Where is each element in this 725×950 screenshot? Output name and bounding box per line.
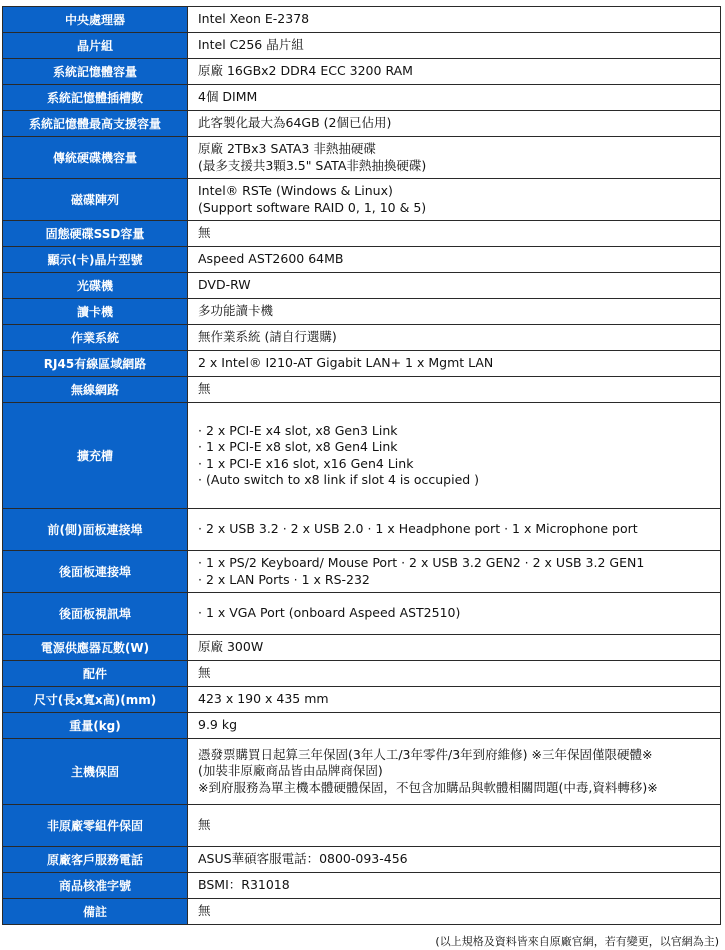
spec-value: [188, 635, 721, 661]
spec-value: [188, 221, 721, 247]
spec-value: [188, 873, 721, 899]
spec-row: [3, 899, 721, 925]
spec-value: [188, 325, 721, 351]
spec-value-line: 無: [198, 665, 211, 681]
spec-value-line: (Support software RAID 0, 1, 10 & 5): [198, 199, 427, 215]
spec-value-line: 9.9 kg: [198, 717, 238, 733]
spec-label: 擴充槽: [3, 403, 188, 509]
spec-label: 系統記憶體容量: [3, 59, 188, 85]
spec-value: [188, 137, 721, 179]
spec-label: 主機保固: [3, 739, 188, 805]
spec-row: [3, 873, 721, 899]
spec-value-line: 2 x Intel® I210-AT Gigabit LAN+ 1 x Mgmt LAN: [198, 355, 494, 371]
spec-row: [3, 713, 721, 739]
spec-label: RJ45有線區域網路: [3, 351, 188, 377]
spec-value-line: DVD-RW: [198, 277, 251, 293]
spec-value-line: 原廠 2TBx3 SATA3 非熱抽硬碟: [198, 141, 376, 156]
spec-value: [188, 805, 721, 847]
spec-value-line: · 1 x PS/2 Keyboard/ Mouse Port · 2 x USB 3.2 GEN2 · 2 x USB 3.2 GEN1: [198, 555, 645, 570]
spec-value-line: 無: [198, 381, 211, 397]
spec-value-line: · 2 x USB 3.2 · 2 x USB 2.0 · 1 x Headphone port · 1 x Microphone port: [198, 521, 638, 537]
spec-value-line: 原廠 300W: [198, 639, 264, 655]
spec-value-line: 4個 DIMM: [198, 89, 258, 105]
spec-value: [188, 247, 721, 273]
spec-row: [3, 509, 721, 551]
spec-value-line: 此客製化最大為64GB (2個已佔用): [198, 115, 392, 131]
spec-value: [188, 299, 721, 325]
spec-label: 前(側)面板連接埠: [3, 509, 188, 551]
spec-value-line: ※到府服務為單主機本體硬體保固，不包含加購品與軟體相關問題(中毒,資料轉移)※: [198, 779, 658, 795]
spec-label: 讀卡機: [3, 299, 188, 325]
spec-value-line: 無: [198, 817, 211, 833]
spec-label: 系統記憶體插槽數: [3, 85, 188, 111]
spec-value: [188, 59, 721, 85]
spec-row: [3, 137, 721, 179]
spec-label: 光碟機: [3, 273, 188, 299]
spec-value-line: · 1 x PCI-E x16 slot, x16 Gen4 Link: [198, 455, 414, 471]
spec-row: [3, 325, 721, 351]
spec-row: [3, 635, 721, 661]
spec-value-line: (最多支援共3顆3.5" SATA非熱抽換硬碟): [198, 157, 427, 173]
spec-value: [188, 739, 721, 805]
spec-label: 商品核准字號: [3, 873, 188, 899]
spec-row: [3, 59, 721, 85]
spec-value-line: · 1 x PCI-E x8 slot, x8 Gen4 Link: [198, 439, 398, 454]
spec-value-line: Intel C256 晶片組: [198, 37, 304, 53]
spec-row: [3, 273, 721, 299]
spec-value-line: ASUS華碩客服電話：0800-093-456: [198, 851, 408, 867]
spec-value: [188, 551, 721, 593]
spec-value-line: · 2 x PCI-E x4 slot, x8 Gen3 Link: [198, 422, 398, 438]
spec-label: 無線網路: [3, 377, 188, 403]
spec-value: [188, 899, 721, 925]
spec-value-line: · (Auto switch to x8 link if slot 4 is occupied ): [198, 472, 480, 487]
spec-label: 作業系統: [3, 325, 188, 351]
spec-value-line: Intel® RSTe (Windows & Linux): [198, 183, 393, 198]
spec-value: [188, 687, 721, 713]
spec-value: [188, 7, 721, 33]
spec-row: [3, 299, 721, 325]
spec-row: [3, 33, 721, 59]
spec-value-line: (加裝非原廠商品皆由品牌商保固): [198, 763, 383, 779]
spec-value: [188, 661, 721, 687]
spec-value: [188, 111, 721, 137]
spec-row: [3, 179, 721, 221]
spec-row: [3, 351, 721, 377]
spec-value-line: · 2 x LAN Ports · 1 x RS-232: [198, 571, 370, 587]
spec-value: [188, 179, 721, 221]
spec-row: [3, 377, 721, 403]
spec-value-line: 423 x 190 x 435 mm: [198, 691, 329, 707]
spec-label: 中央處理器: [3, 7, 188, 33]
spec-row: [3, 739, 721, 805]
spec-row: [3, 593, 721, 635]
spec-label: 系統記憶體最高支援容量: [3, 111, 188, 137]
spec-value-line: 憑發票購買日起算三年保固(3年人工/3年零件/3年到府維修) ※三年保固僅限硬體※: [198, 746, 653, 762]
spec-value: [188, 351, 721, 377]
spec-value: [188, 509, 721, 551]
spec-label: 非原廠零組件保固: [3, 805, 188, 847]
spec-row: [3, 85, 721, 111]
spec-value-line: · 1 x VGA Port (onboard Aspeed AST2510): [198, 605, 461, 621]
spec-value-line: 多功能讀卡機: [198, 303, 274, 319]
spec-row: [3, 847, 721, 873]
spec-label: 尺寸(長x寬x高)(mm): [3, 687, 188, 713]
spec-value: [188, 847, 721, 873]
spec-row: [3, 111, 721, 137]
spec-label: 電源供應器瓦數(W): [3, 635, 188, 661]
spec-label: 後面板連接埠: [3, 551, 188, 593]
spec-value: [188, 33, 721, 59]
spec-value: [188, 377, 721, 403]
spec-row: [3, 805, 721, 847]
spec-value-line: 無: [198, 903, 211, 919]
spec-value: [188, 273, 721, 299]
spec-row: [3, 661, 721, 687]
spec-label: 磁碟陣列: [3, 179, 188, 221]
spec-label: 備註: [3, 899, 188, 925]
spec-label: 顯示(卡)晶片型號: [3, 247, 188, 273]
spec-label: 後面板視訊埠: [3, 593, 188, 635]
spec-row: [3, 403, 721, 509]
spec-label: 固態硬碟SSD容量: [3, 221, 188, 247]
footnote: (以上規格及資料皆來自原廠官網，若有變更，以官網為主): [435, 935, 719, 948]
spec-table-body: [3, 7, 721, 925]
spec-row: [3, 687, 721, 713]
spec-label: 晶片組: [3, 33, 188, 59]
spec-label: 原廠客戶服務電話: [3, 847, 188, 873]
spec-row: [3, 221, 721, 247]
spec-value-line: 無作業系統 (請自行選購): [198, 329, 337, 345]
spec-value-line: 無: [198, 225, 211, 241]
spec-row: [3, 551, 721, 593]
spec-value: [188, 593, 721, 635]
spec-value-line: 原廠 16GBx2 DDR4 ECC 3200 RAM: [198, 63, 413, 79]
spec-label: 重量(kg): [3, 713, 188, 739]
spec-row: [3, 247, 721, 273]
spec-value-line: BSMI：R31018: [198, 877, 290, 893]
spec-row: [3, 7, 721, 33]
spec-value-line: Intel Xeon E-2378: [198, 11, 310, 27]
spec-label: 配件: [3, 661, 188, 687]
spec-value: [188, 713, 721, 739]
spec-table: [2, 6, 721, 925]
spec-value: [188, 85, 721, 111]
spec-value-line: Aspeed AST2600 64MB: [198, 251, 344, 267]
spec-value: [188, 403, 721, 509]
spec-label: 傳統硬碟機容量: [3, 137, 188, 179]
